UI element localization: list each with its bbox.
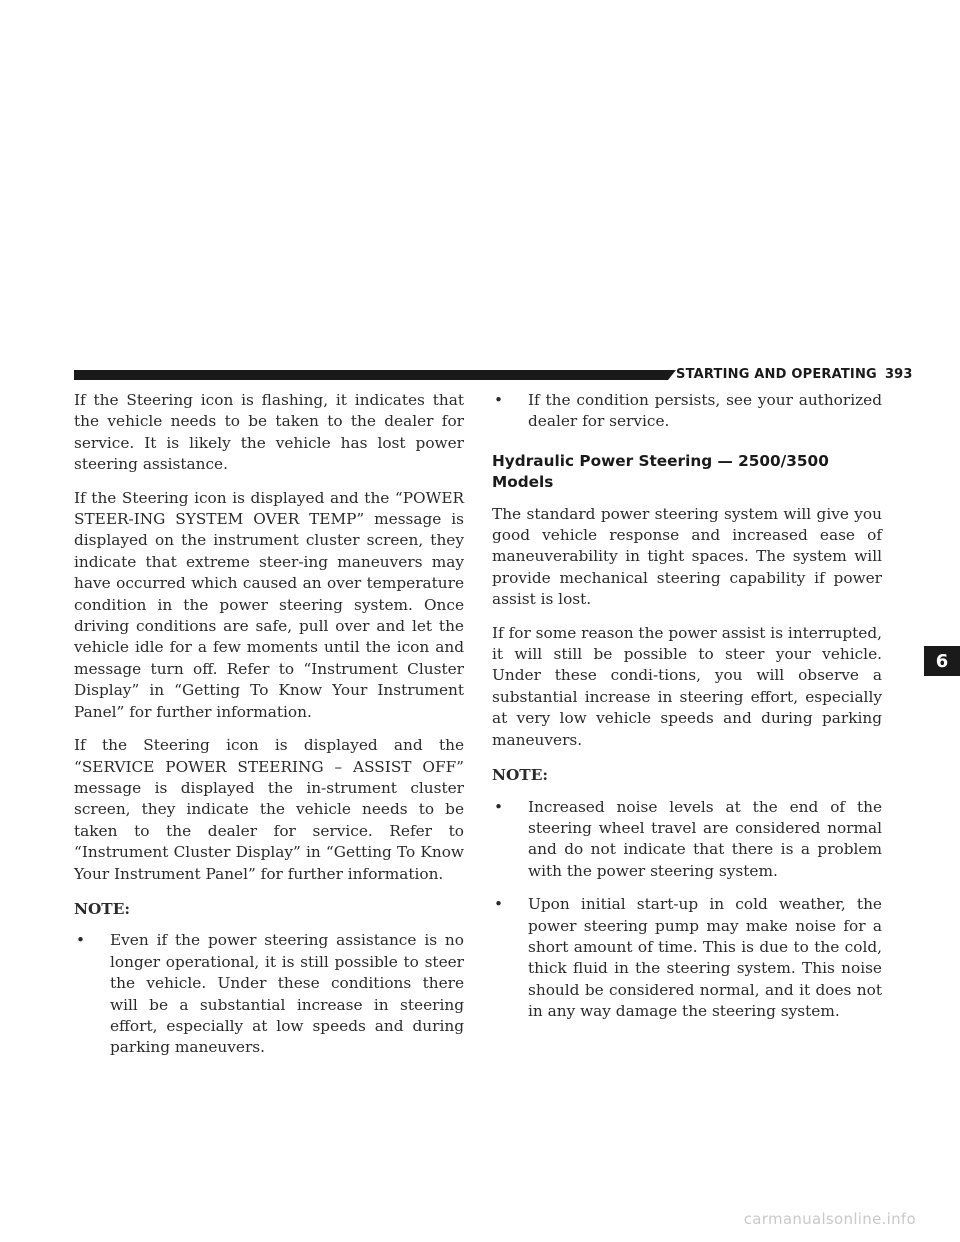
note-label: NOTE: xyxy=(492,766,548,785)
list-item xyxy=(74,930,464,1058)
list-item-text: If the condition persists, see your authorized dealer for service. xyxy=(528,391,882,431)
section-heading: Hydraulic Power Steering — 2500/3500 Models xyxy=(492,451,829,492)
list-item xyxy=(492,390,882,433)
left-column xyxy=(74,390,464,1071)
list-item-text: Even if the power steering assistance is no longer operational, it is still possible to steer the vehicle. Under these conditions there will be a substantial increase in steering effort, especially at low speeds and during parking maneuvers. xyxy=(110,931,464,1057)
list-item xyxy=(492,797,882,883)
list-item xyxy=(492,894,882,1022)
section-title: STARTING AND OPERATING xyxy=(676,367,877,382)
page-number: 393 xyxy=(884,367,913,382)
header-rule xyxy=(74,370,668,380)
note-label: NOTE: xyxy=(74,899,130,918)
paragraph: The standard power steering system will give you good vehicle response and increased ease of maneuverability in tight spaces. The system will provide mechanical steering capability if power assist is lost. xyxy=(492,504,882,609)
bullet-list xyxy=(492,797,882,1023)
list-item-text: Increased noise levels at the end of the steering wheel travel are considered normal and do not indicate that there is a problem with the power steering system. xyxy=(528,797,882,880)
paragraph: If for some reason the power assist is interrupted, it will still be possible to steer your vehicle. Under these condi-tions, you will observe a substantial increase in steering effort, especially at very low vehicle speeds and during parking maneuvers. xyxy=(492,623,882,749)
chapter-tab: 6 xyxy=(924,646,960,676)
paragraph: If the Steering icon is flashing, it indicates that the vehicle needs to be taken to the dealer for service. It is likely the vehicle has lost power steering assistance. xyxy=(74,391,464,474)
paragraph: If the Steering icon is displayed and the “SERVICE POWER STEERING – ASSIST OFF” message is displayed the in-strument cluster screen, they indicate the vehicle needs to be taken to the dealer for service. Refer to “Instrument Cluster Display” in “Getting To Know Your Instrument Panel” for further information. xyxy=(74,736,464,883)
list-item-text: Upon initial start-up in cold weather, the power steering pump may make noise for a short amount of time. This is due to the cold, thick fluid in the steering system. This noise should be considered normal, and it does not in any way damage the steering system. xyxy=(528,895,882,1021)
paragraph: If the Steering icon is displayed and the “POWER STEER-ING SYSTEM OVER TEMP” message is displayed on the instrument cluster screen, they indicate that extreme steer-ing maneuvers may have occurred which caused an over temperature condition in the power steering system. Once driving conditions are safe, pull over and let the vehicle idle for a few moments until the icon and message turn off. Refer to “Instrument Cluster Display” in “Getting To Know Your Instrument Panel” for further information. xyxy=(74,488,464,721)
right-column xyxy=(492,390,882,1035)
bullet-list xyxy=(492,390,882,433)
bullet-list xyxy=(74,930,464,1058)
running-header xyxy=(676,367,913,382)
watermark: carmanualsonline.info xyxy=(743,1210,916,1228)
